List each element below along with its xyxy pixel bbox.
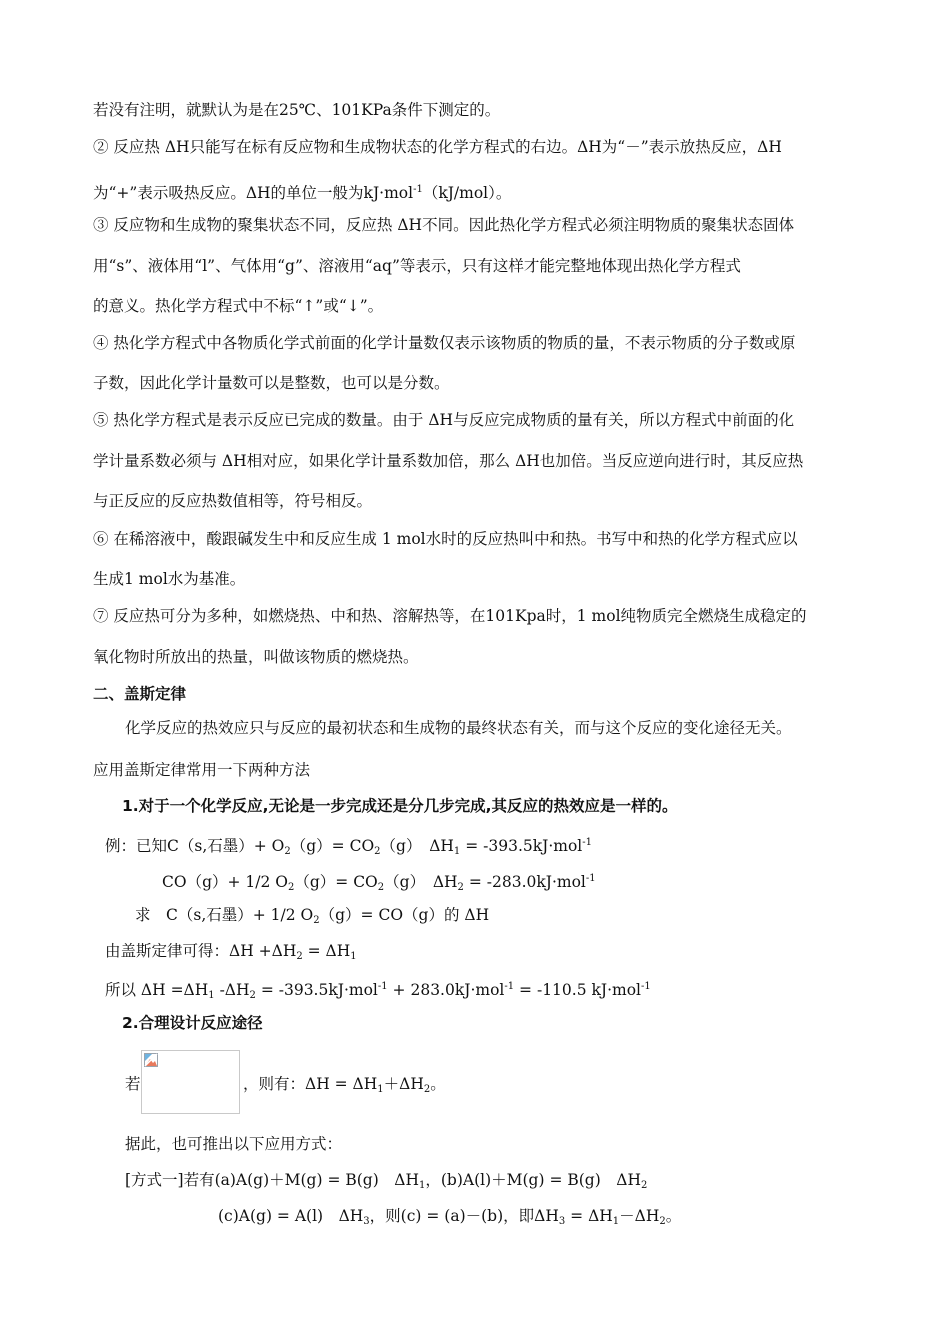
text-segment: 由盖斯定律可得：ΔH +ΔH xyxy=(105,942,297,960)
text-line xyxy=(125,1170,647,1196)
superscript: -1 xyxy=(504,981,515,992)
text-segment: （g） ΔH xyxy=(380,837,454,855)
example-line xyxy=(162,869,596,898)
text-segment: = -110.5 kJ·mol xyxy=(514,981,642,999)
text-segment: （g）= CO xyxy=(294,873,378,891)
superscript: -1 xyxy=(582,837,593,848)
example-line xyxy=(105,833,592,862)
text-line xyxy=(93,180,511,203)
text-segment: ，(b)A(l)＋M(g) = B(g) ΔH xyxy=(425,1171,641,1189)
subscript: 2 xyxy=(659,1216,666,1227)
text-segment: 所以 ΔH =ΔH xyxy=(105,981,209,999)
text-segment: ，则有：ΔH = ΔH xyxy=(243,1075,378,1093)
subscript: 2 xyxy=(287,882,295,893)
section-heading: 二、盖斯定律 xyxy=(93,685,187,703)
text-segment: = ΔH xyxy=(302,942,351,960)
text-line: ⑤ 热化学方程式是表示反应已完成的数量。由于 ΔH与反应完成物质的量有关，所以方程式中前面的化 xyxy=(93,411,795,429)
text-line: ④ 热化学方程式中各物质化学式前面的化学计量数仅表示该物质的物质的量，不表示物质的分子数或原 xyxy=(93,334,796,352)
subscript: 3 xyxy=(558,1216,566,1227)
text-line: 若没有注明，就默认为是在25℃、101KPa条件下测定的。 xyxy=(93,101,501,119)
text-segment: 为“+”表示吸热反应。ΔH的单位一般为kJ·mol xyxy=(93,184,414,202)
text-line: 应用盖斯定律常用一下两种方法 xyxy=(93,761,311,779)
example-line xyxy=(135,905,489,931)
text-line: 学计量系数必须与 ΔH相对应，如果化学计量系数加倍，那么 ΔH也加倍。当反应逆向进行时，其反应热 xyxy=(93,452,804,470)
subscript: 2 xyxy=(374,846,381,857)
subscript: 1 xyxy=(350,951,357,962)
text-segment: [方式一]若有(a)A(g)＋M(g) = B(g) ΔH xyxy=(125,1171,419,1189)
example-line xyxy=(105,977,651,1006)
text-line: 生成1 mol水为基准。 xyxy=(93,570,246,588)
subscript: 2 xyxy=(249,990,256,1001)
text-segment: = ΔH xyxy=(565,1207,613,1225)
text-segment: + 283.0kJ·mol xyxy=(387,981,505,999)
subscript: 1 xyxy=(377,1084,384,1095)
method-heading: 1.对于一个化学反应,无论是一步完成还是分几步完成,其反应的热效应是一样的。 xyxy=(122,797,678,815)
text-line: 氧化物时所放出的热量，叫做该物质的燃烧热。 xyxy=(93,648,419,666)
subscript: 2 xyxy=(377,882,385,893)
superscript: -1 xyxy=(413,184,423,195)
subscript: 2 xyxy=(457,882,464,893)
text-segment: -ΔH xyxy=(214,981,250,999)
text-segment: = -283.0kJ·mol xyxy=(463,873,586,891)
text-segment: = -393.5kJ·mol xyxy=(460,837,583,855)
example-line xyxy=(105,941,357,967)
text-segment: CO（g）+ 1/2 O xyxy=(162,873,288,891)
subscript: 1 xyxy=(419,1180,426,1191)
text-segment: = -393.5kJ·mol xyxy=(255,981,378,999)
subscript: 2 xyxy=(284,846,291,857)
text-line: ② 反应热 ΔH只能写在标有反应物和生成物状态的化学方程式的右边。ΔH为“－”表示放热反应，ΔH xyxy=(93,138,782,156)
text-segment: 。 xyxy=(430,1075,446,1093)
text-line xyxy=(243,1074,446,1100)
broken-image-icon xyxy=(144,1053,158,1067)
text-segment: 例：已知C（s,石墨）+ O xyxy=(105,837,285,855)
text-line: 与正反应的反应热数值相等，符号相反。 xyxy=(93,492,373,510)
text-segment: 。 xyxy=(665,1207,682,1225)
superscript: -1 xyxy=(641,981,651,992)
subscript: 1 xyxy=(612,1216,620,1227)
superscript: -1 xyxy=(585,873,596,884)
text-line: 若 xyxy=(125,1075,141,1093)
broken-image-placeholder xyxy=(141,1050,240,1114)
text-line: 据此，也可推出以下应用方式： xyxy=(125,1135,343,1153)
text-line: 用“s”、液体用“l”、气体用“g”、溶液用“aq”等表示，只有这样才能完整地体现出热化学方程式 xyxy=(93,257,741,275)
text-segment: （g）= CO xyxy=(290,837,375,855)
method-heading: 2.合理设计反应途径 xyxy=(122,1014,263,1032)
subscript: 1 xyxy=(453,846,461,857)
text-segment: (c)A(g) = A(l) ΔH xyxy=(218,1207,364,1225)
text-segment: （g） ΔH xyxy=(384,873,458,891)
text-line: ⑥ 在稀溶液中，酸跟碱发生中和反应生成 1 mol水时的反应热叫中和热。书写中和热的化学方程式应以 xyxy=(93,530,798,548)
text-segment: （kJ/mol）。 xyxy=(422,184,512,202)
text-segment: －ΔH xyxy=(619,1207,660,1225)
subscript: 3 xyxy=(363,1216,370,1227)
text-segment: 求 C（s,石墨）+ 1/2 O xyxy=(135,906,314,924)
text-line: 化学反应的热效应只与反应的最初状态和生成物的最终状态有关，而与这个反应的变化途径无关。 xyxy=(125,719,792,737)
subscript: 1 xyxy=(208,990,215,1001)
subscript: 2 xyxy=(423,1084,431,1095)
text-line: ⑦ 反应热可分为多种，如燃烧热、中和热、溶解热等，在101Kpa时，1 mol纯物质完全燃烧生成稳定的 xyxy=(93,607,807,625)
subscript: 2 xyxy=(313,915,320,926)
text-segment: ＋ΔH xyxy=(383,1075,424,1093)
subscript: 2 xyxy=(296,951,303,962)
text-segment: ，则(c) = (a)－(b)，即ΔH xyxy=(369,1207,559,1225)
text-line: 的意义。热化学方程式中不标“↑”或“↓”。 xyxy=(93,297,384,315)
superscript: -1 xyxy=(377,981,388,992)
text-segment: （g）= CO（g）的 ΔH xyxy=(319,906,490,924)
text-line: 子数，因此化学计量数可以是整数，也可以是分数。 xyxy=(93,374,450,392)
text-line: ③ 反应物和生成物的聚集状态不同，反应热 ΔH不同。因此热化学方程式必须注明物质的聚集状态固体 xyxy=(93,216,795,234)
text-line xyxy=(218,1206,681,1232)
subscript: 2 xyxy=(640,1180,648,1191)
